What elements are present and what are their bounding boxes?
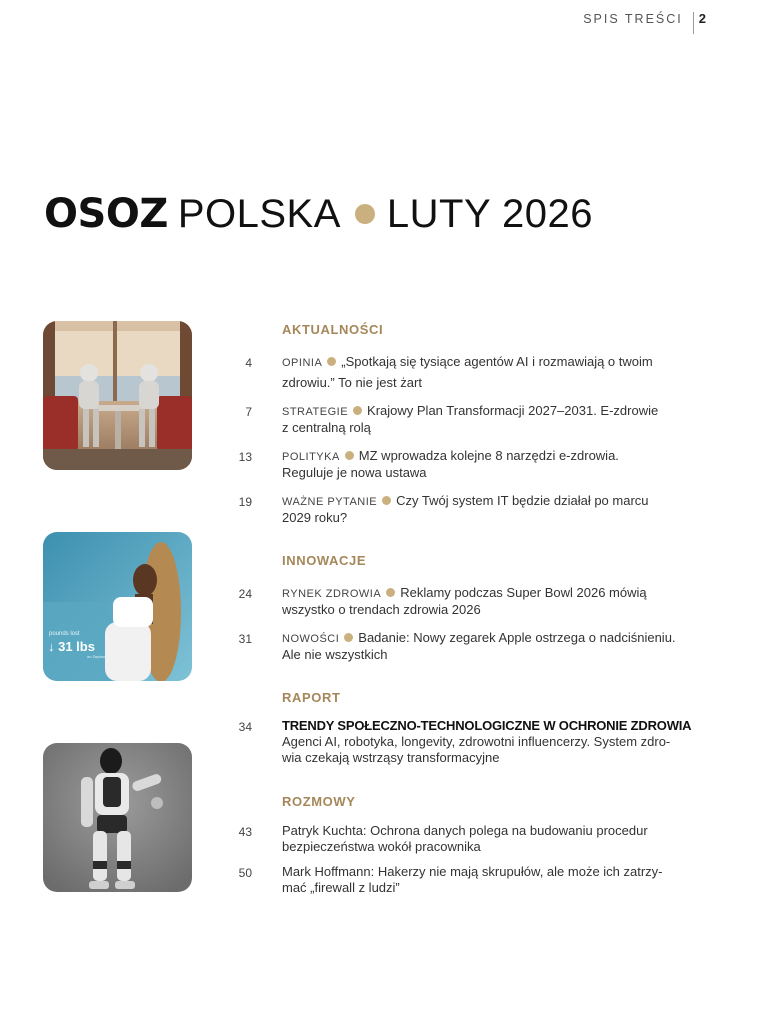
section-heading-innowacje: INNOWACJE bbox=[282, 553, 367, 568]
entry-page-number: 4 bbox=[245, 356, 252, 370]
bullet-dot-icon bbox=[382, 496, 391, 505]
entry-category: STRATEGIE bbox=[282, 406, 349, 418]
entry-title-line2: Ale nie wszystkich bbox=[282, 647, 388, 662]
masthead-brand: OSOZ bbox=[44, 191, 168, 237]
entry-category: WAŻNE PYTANIE bbox=[282, 496, 378, 508]
toc-entry[interactable] bbox=[230, 354, 700, 390]
masthead-title bbox=[44, 192, 593, 236]
entry-title-line1: Mark Hoffmann: Hakerzy nie mają skrupułów, ale może ich zatrzy- bbox=[282, 864, 663, 879]
section-heading-aktualnosci: AKTUALNOŚCI bbox=[282, 322, 384, 337]
masthead-region: POLSKA bbox=[177, 192, 341, 236]
image-overlay-small: pounds lost bbox=[49, 631, 80, 637]
toc-entry[interactable] bbox=[230, 403, 700, 437]
entry-title-line1: Czy Twój system IT będzie działał po marcu bbox=[396, 493, 649, 508]
entry-page-number: 19 bbox=[238, 495, 252, 509]
entry-title-line1: MZ wprowadza kolejne 8 narzędzi e-zdrowia. bbox=[358, 448, 619, 463]
entry-title-line1: Patryk Kuchta: Ochrona danych polega na budowaniu procedur bbox=[282, 823, 648, 838]
toc-entry[interactable] bbox=[230, 718, 700, 768]
entry-category: POLITYKA bbox=[282, 451, 340, 463]
entry-page-number: 24 bbox=[238, 587, 252, 601]
entry-title-line1: Reklamy podczas Super Bowl 2026 mówią bbox=[400, 585, 647, 600]
masthead-dot-icon bbox=[355, 204, 375, 224]
bullet-dot-icon bbox=[386, 588, 395, 597]
image-overlay-tiny: on Zepbound bbox=[87, 654, 111, 659]
entry-page-number: 31 bbox=[238, 632, 252, 646]
toc-entry[interactable] bbox=[230, 864, 700, 898]
bullet-dot-icon bbox=[327, 357, 336, 366]
entry-category: OPINIA bbox=[282, 357, 323, 369]
entry-title-line2: mać „firewall z ludzi” bbox=[282, 880, 400, 895]
entry-category: RYNEK ZDROWIA bbox=[282, 588, 382, 600]
bullet-dot-icon bbox=[345, 451, 354, 460]
entry-page-number: 43 bbox=[238, 825, 252, 839]
toc-entry[interactable] bbox=[230, 585, 700, 619]
entry-feature-title: TRENDY SPOŁECZNO-TECHNOLOGICZNE W OCHRONIE ZDROWIA bbox=[282, 718, 692, 733]
entry-title-line2: 2029 roku? bbox=[282, 510, 348, 525]
section-heading-rozmowy: ROZMOWY bbox=[282, 794, 356, 809]
entry-title-line1: Badanie: Nowy zegarek Apple ostrzega o nadciśnieniu. bbox=[358, 630, 676, 645]
section-heading-raport: RAPORT bbox=[282, 690, 341, 705]
section-label: SPIS TREŚCI bbox=[583, 12, 694, 34]
entry-title-line2: z centralną rolą bbox=[282, 420, 371, 435]
entry-title-line1: Krajowy Plan Transformacji 2027–2031. E-zdrowie bbox=[367, 403, 659, 418]
entry-title-line2: Reguluje je nowa ustawa bbox=[282, 465, 427, 480]
toc-entry[interactable] bbox=[230, 630, 700, 664]
entry-title-line2: wszystko o trendach zdrowia 2026 bbox=[282, 602, 481, 617]
entry-title-line2: zdrowiu.” To nie jest żart bbox=[282, 375, 422, 390]
athlete-ad-image bbox=[43, 532, 192, 681]
entry-page-number: 13 bbox=[238, 450, 252, 464]
entry-title-line1: „Spotkają się tysiące agentów AI i rozmawiają o twoim bbox=[341, 354, 653, 369]
robots-diner-image bbox=[43, 321, 192, 470]
toc-entry[interactable] bbox=[230, 493, 700, 527]
bullet-dot-icon bbox=[344, 633, 353, 642]
entry-category: NOWOŚCI bbox=[282, 633, 340, 645]
humanoid-robot-image bbox=[43, 743, 192, 892]
running-header bbox=[583, 12, 706, 34]
entry-page-number: 7 bbox=[245, 405, 252, 419]
entry-page-number: 50 bbox=[238, 866, 252, 880]
entry-title-line2: wia czekają wstrząsy transformacyjne bbox=[282, 750, 500, 765]
bullet-dot-icon bbox=[353, 406, 362, 415]
entry-page-number: 34 bbox=[238, 720, 252, 734]
toc-entry[interactable] bbox=[230, 448, 700, 482]
image-overlay-big: ↓ 31 lbs bbox=[48, 639, 95, 654]
toc-entry[interactable] bbox=[230, 823, 700, 857]
page-number: 2 bbox=[698, 11, 706, 26]
entry-title-line1: Agenci AI, robotyka, longevity, zdrowotni influencerzy. System zdro- bbox=[282, 734, 671, 749]
entry-title-line2: bezpieczeństwa wokół pracownika bbox=[282, 839, 481, 854]
masthead-date: LUTY 2026 bbox=[386, 192, 594, 236]
